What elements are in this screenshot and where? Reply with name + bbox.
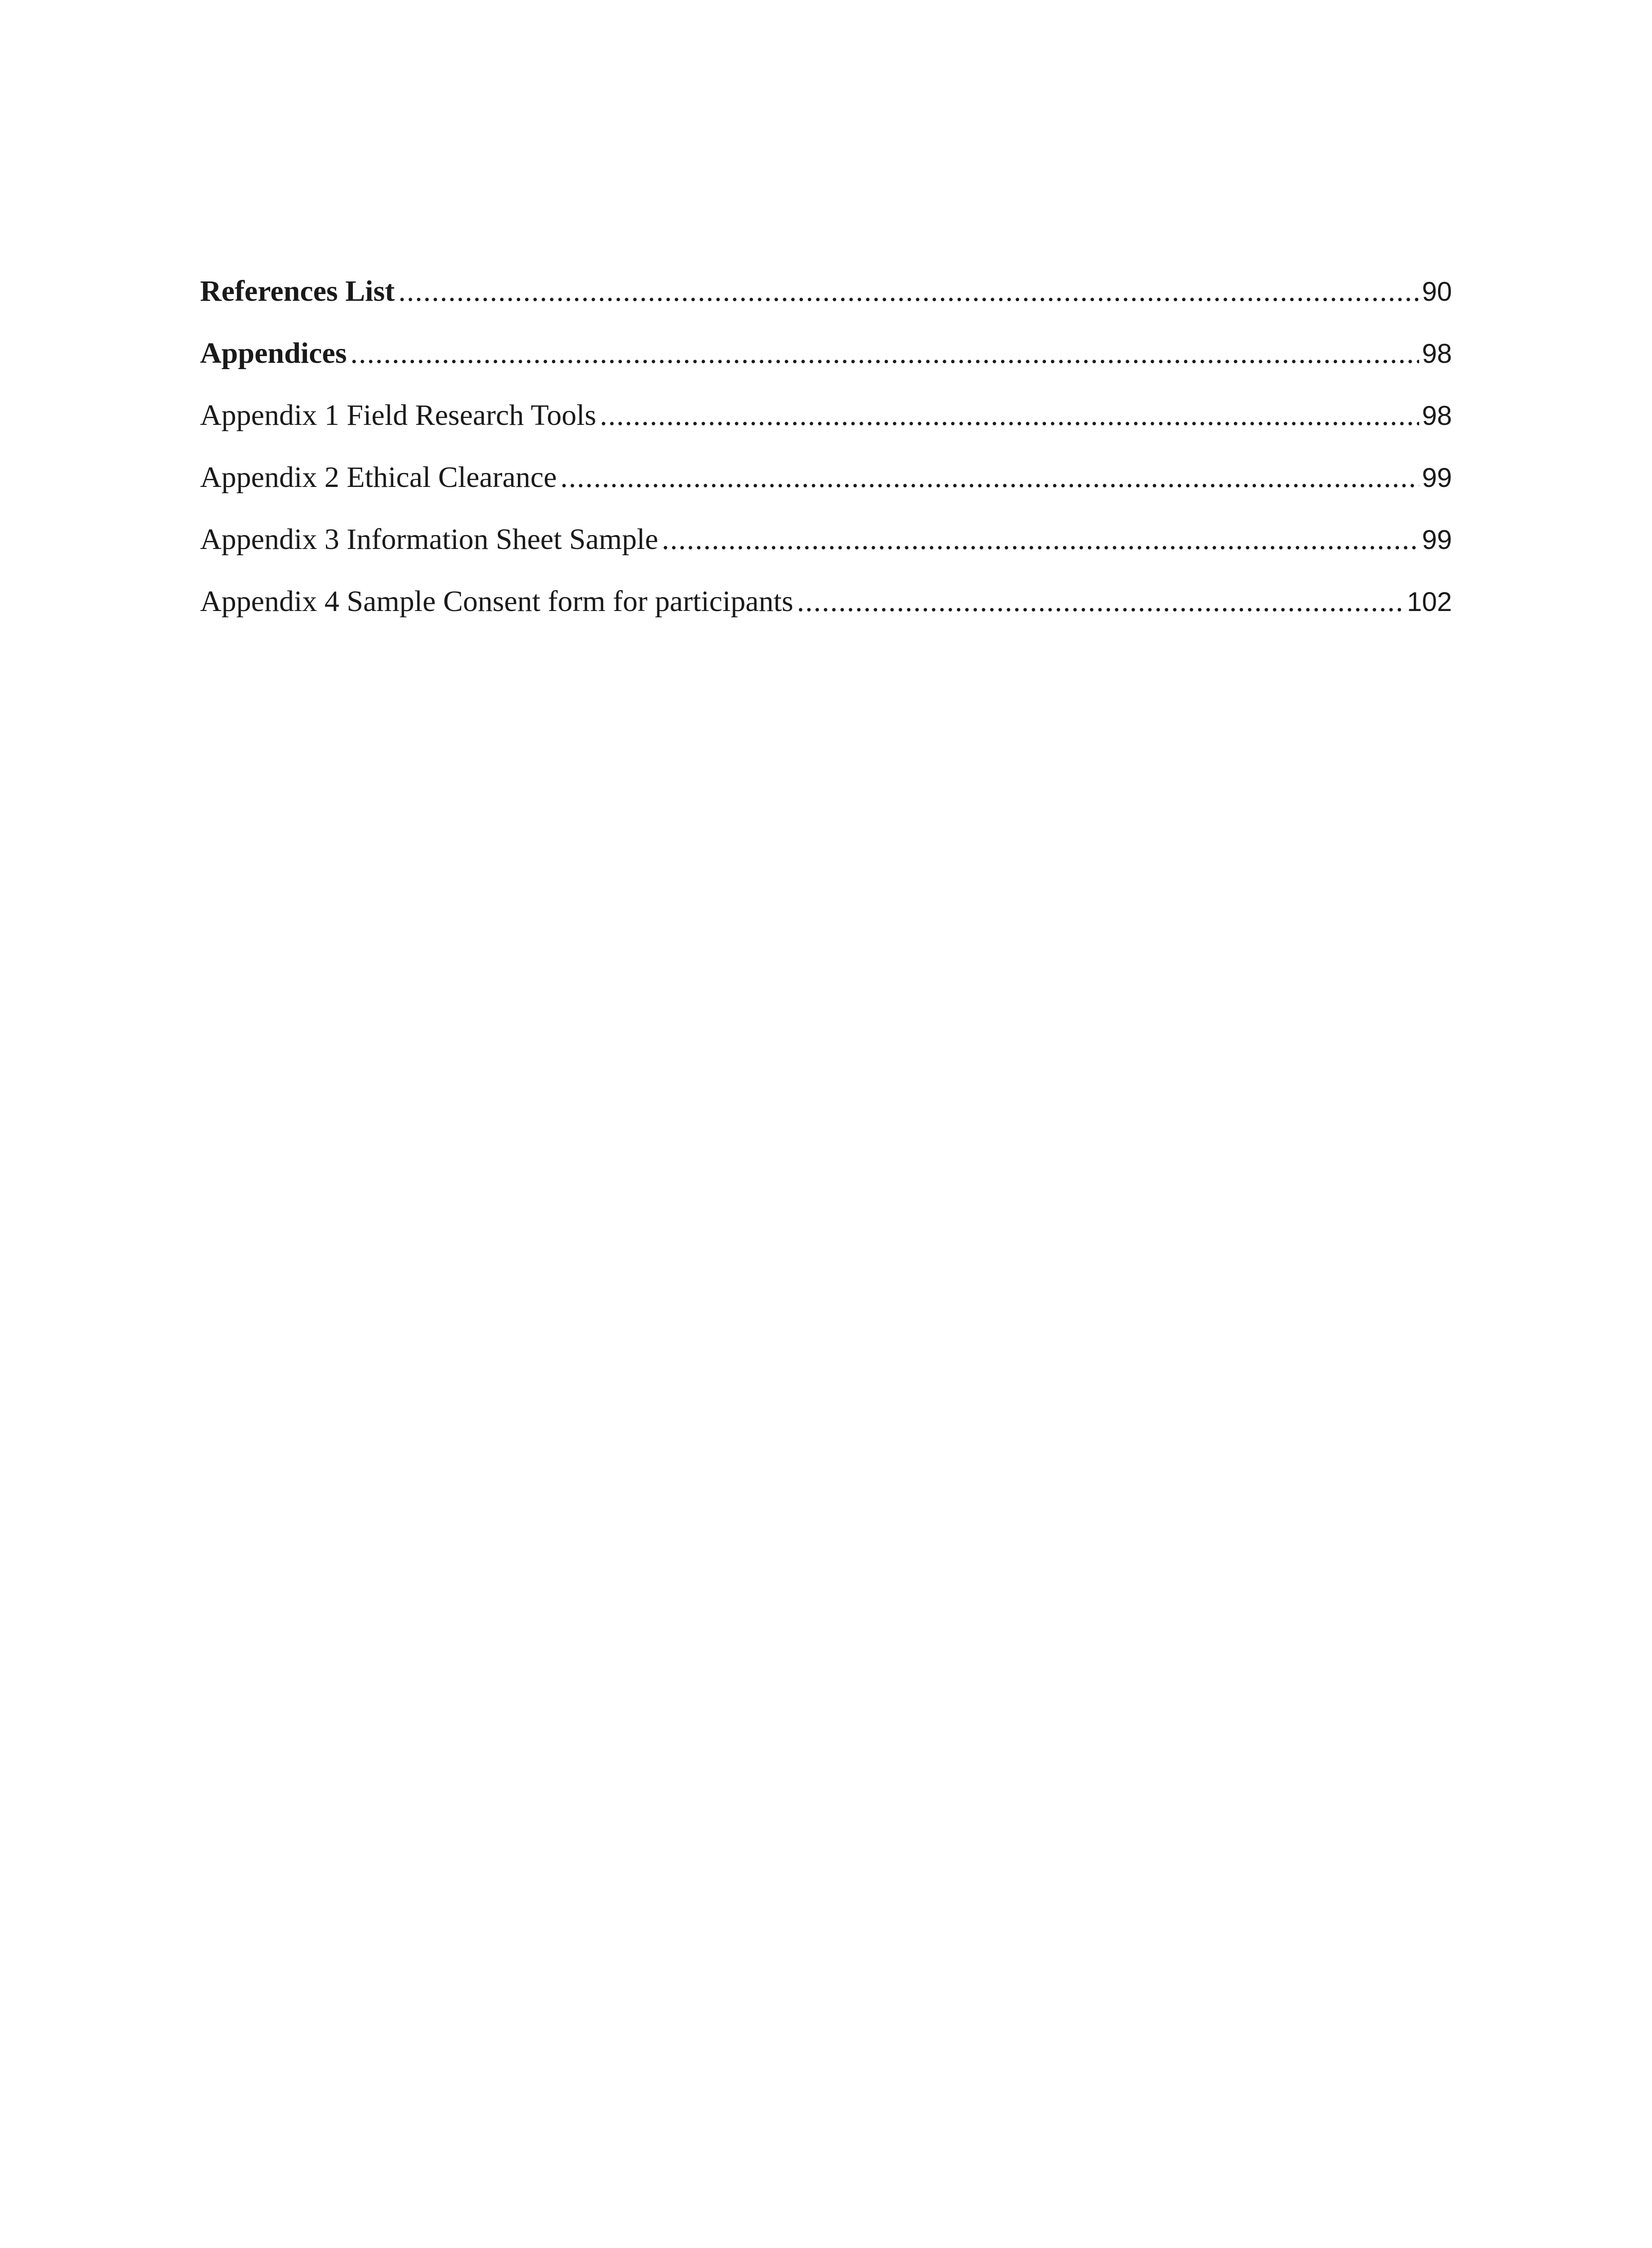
toc-entry-label: Appendix 1 Field Research Tools: [200, 399, 597, 432]
toc-page-number: 98: [1422, 401, 1452, 431]
toc-entry-label: References List: [200, 275, 395, 308]
toc-entry-appendix-2[interactable]: [200, 460, 1452, 522]
toc-dot-leader: [662, 522, 1419, 557]
toc-entry-appendices[interactable]: [200, 336, 1452, 398]
toc-dot-leader: [350, 336, 1419, 370]
toc-entry-label: Appendices: [200, 337, 347, 370]
toc-dot-leader: [398, 274, 1419, 308]
toc-entry-references-list[interactable]: [200, 274, 1452, 336]
toc-entry-appendix-4[interactable]: [200, 584, 1452, 647]
toc-page-number: 99: [1422, 525, 1452, 555]
toc-entry-appendix-1[interactable]: [200, 398, 1452, 460]
toc-entry-label: Appendix 4 Sample Consent form for participants: [200, 585, 793, 618]
toc-entry-label: Appendix 3 Information Sheet Sample: [200, 523, 659, 556]
toc-dot-leader: [561, 460, 1420, 495]
table-of-contents: [200, 274, 1452, 647]
toc-page-number: 90: [1422, 277, 1452, 307]
toc-page-number: 98: [1422, 339, 1452, 369]
toc-dot-leader: [797, 584, 1404, 619]
toc-page-number: 102: [1407, 587, 1452, 617]
toc-page-number: 99: [1422, 463, 1452, 493]
toc-entry-appendix-3[interactable]: [200, 522, 1452, 584]
toc-dot-leader: [600, 398, 1419, 433]
toc-entry-label: Appendix 2 Ethical Clearance: [200, 461, 557, 494]
